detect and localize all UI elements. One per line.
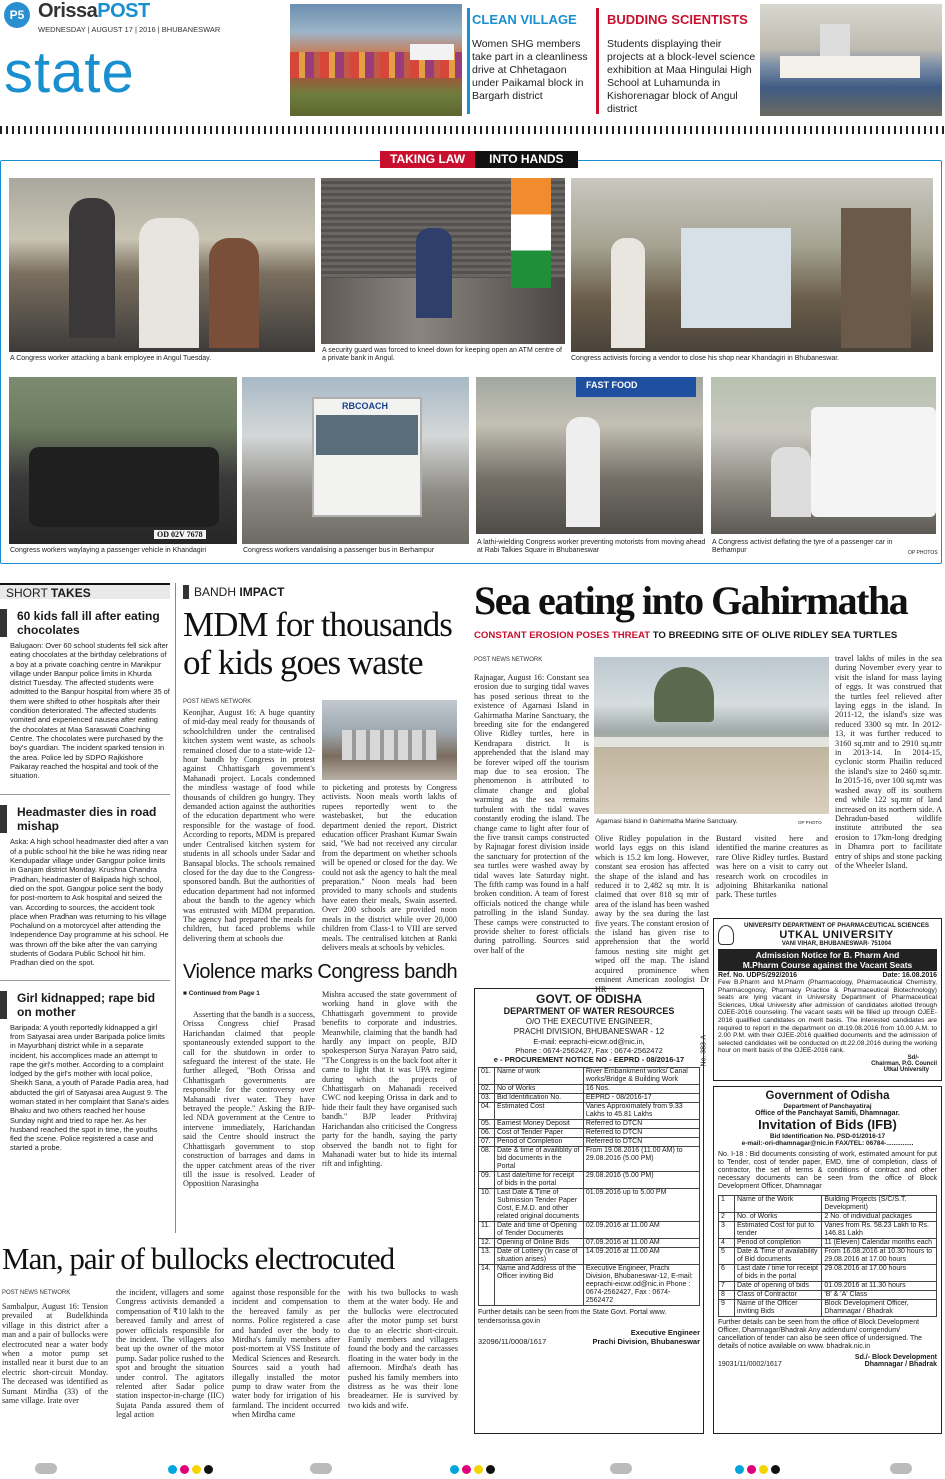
electrocuted-headline: Man, pair of bullocks electrocuted (2, 1241, 395, 1276)
gahirmatha-deck-b: TO BREEDING SITE OF OLIVE RIDLEY SEA TURTLES (652, 630, 898, 641)
ifb-table-row (719, 1265, 937, 1282)
mdm-byline: POST NEWS NETWORK (183, 699, 252, 705)
tender-table-row (479, 1103, 700, 1120)
tender-dept: DEPARTMENT OF WATER RESOURCES (503, 1006, 675, 1016)
teaser-clean-village-title: CLEAN VILLAGE (472, 12, 577, 27)
photo-feature-title (380, 151, 578, 168)
tender-table-num: 03. (479, 1094, 495, 1103)
section-rule (0, 126, 945, 134)
photo-waylaying-vehicle (9, 377, 237, 544)
science-exhibition-photo (760, 4, 942, 116)
utkal-ref: Ref. No. UDPS/292/2016 (718, 972, 797, 979)
ifb-table (718, 1195, 937, 1317)
gahirmatha-deck (474, 630, 944, 641)
dateline: WEDNESDAY | AUGUST 17 | 2016 | BHUBANESWAR (38, 25, 221, 34)
tender-table-label: Earnest Money Deposit (495, 1120, 584, 1129)
gahirmatha-headline: Sea eating into Gahirmatha (474, 578, 908, 623)
tender-table-row (479, 1085, 700, 1094)
mdm-kitchen-photo (322, 700, 457, 780)
tender-table-row (479, 1239, 700, 1248)
ifb-table-num: 8 (719, 1291, 735, 1300)
tender-table-label: Date and time of Opening of Tender Documents (495, 1222, 584, 1239)
masthead (0, 0, 945, 122)
ifb-table-num: 9 (719, 1300, 735, 1317)
tender-sign-b: Prachi Division, Bhubaneswar (592, 1337, 700, 1346)
tender-division: PRACHI DIVISION, BHUBANESWAR - 12 (513, 1027, 665, 1036)
tender-table-value: 02.09.2016 at 11.00 AM (583, 1222, 699, 1239)
ifb-table-num: 2 (719, 1213, 735, 1222)
brand-logo-b: POST (97, 0, 150, 22)
page-number-badge: P5 (4, 2, 30, 28)
ifb-table-label: Date & Time of availability of Bid documents (735, 1248, 822, 1265)
tender-table-label: Cost of Tender Paper (495, 1129, 584, 1138)
tender-notice: e - PROCUREMENT NOTICE NO - EEPRD - 08/2016-17 (493, 1055, 685, 1064)
caption-bus-vandalism: Congress workers vandalising a passenger bus in Berhampur (243, 547, 435, 554)
ifb-table-value: 2 No. of individual packages (822, 1213, 937, 1222)
tender-gov: GOVT. OF ODISHA (535, 992, 642, 1006)
brand-logo (38, 0, 150, 23)
tender-side-no: No. 383-A (701, 1035, 708, 1067)
section-title: state (4, 40, 135, 105)
tender-table-num: 04. (479, 1103, 495, 1120)
ifb-table-label: Name of the Officer inviting Bids (735, 1300, 822, 1317)
utkal-text: Few B.Pharm and M.Pharm (Pharmacology, Pharmaceutical Chemistry, Pharmacognosy, Pharmacy Practice & Pharmaceutical Biotechnology) seats are lying vacant in University Department of Pharmaceutical Sciences, Utkal University after admission of candidates allotted through OJEE-2016 counseling. The vacant seats will be filled up through OJEE-2016 qualified candidates on merit basis. The interested candidates are required to report in the department on dt.19.08.2016 from 10.00 A.M. to 2.00 P.M. with their OJEE-2016 qualified documents and the admission of selected candidates will be conducted on dt.22.08.2016 during the working hour on merit basis of the OJEE-2016 rank. (718, 979, 937, 1055)
ifb-email: e-mail:-ori-dhamnagar@nic.in FAX/TEL: 06784-............... (741, 1140, 914, 1147)
photo-bank-attack (9, 178, 315, 352)
ifb-table-row (719, 1248, 937, 1265)
tender-table-num: 10. (479, 1189, 495, 1222)
utkal-name: UTKAL UNIVERSITY (779, 929, 894, 941)
tender-footer: Further details can be seen from the State Govt. Portal www. tendersorissa.gov.in (478, 1309, 667, 1325)
utkal-sign-c: Utkal University (883, 1066, 929, 1073)
ifb-table-value: Building Projects (S/C/S.T. Development) (822, 1196, 937, 1213)
ifb-sign-a: Sd./- Block Development (854, 1354, 937, 1361)
short-take-item (0, 980, 170, 1153)
short-take-title: Headmaster dies in road mishap (0, 805, 170, 833)
ifb-table-num: 5 (719, 1248, 735, 1265)
utkal-logo (718, 925, 734, 945)
shop-sign: FAST FOOD (586, 380, 638, 390)
utkal-sign-a: Sd/- (907, 1054, 919, 1061)
ifb-table-num: 4 (719, 1239, 735, 1248)
tender-table-row (479, 1138, 700, 1147)
tender-table-label: Period of Completion (495, 1138, 584, 1147)
caption-lathi-worker: A lathi-wielding Congress worker preventing motorists from moving ahead at Rabi Talkies Square in Bhubaneswar (477, 539, 706, 554)
tender-table-label: Bid Identification No. (495, 1094, 584, 1103)
tender-table-num: 12. (479, 1239, 495, 1248)
ifb-table-num: 7 (719, 1282, 735, 1291)
ifb-table-label: Estimated Cost for put to tender (735, 1222, 822, 1239)
tender-table-value: 14.09.2016 at 11.00 AM (583, 1248, 699, 1265)
ifb-table-label: Date of opening of bids (735, 1282, 822, 1291)
tender-table-label: Opening of Online Bids (495, 1239, 584, 1248)
tender-table-row (479, 1120, 700, 1129)
ifb-table-label: Period of completion (735, 1239, 822, 1248)
photo-tyre-deflating (711, 377, 936, 534)
tender-table-row (479, 1248, 700, 1265)
tender-table-row (479, 1147, 700, 1172)
short-takes-header-b: TAKES (50, 586, 91, 600)
tender-table-value: 01.09.2016 up to 5.00 PM (583, 1189, 699, 1222)
utkal-sign-b: Chairman, P.G. Council (871, 1060, 937, 1067)
ifb-table-num: 1 (719, 1196, 735, 1213)
photo-vendor-shop (571, 178, 933, 352)
violence-headline: Violence marks Congress bandh (183, 961, 458, 983)
ifb-table-label: Class of Contractor (735, 1291, 822, 1300)
caption-atm-guard: A security guard was forced to kneel down for keeping open an ATM centre of a private bank in Angul. (322, 347, 562, 362)
photo-feature-title-a: TAKING LAW (380, 151, 475, 168)
electrocuted-column-2: the incident, villagers and some Congress activists demanded a compensation of ₹10 lakh to the bereaved family and arrest of power officials responsible for the incident. The villagers also beat up the owner of the motor pump. Sadar police rushed to the spot and brought the situation under control. The agitators relented after Sadar police station inspector-in-charge (IIC) Sujata Panda assured them of legal action (116, 1288, 224, 1420)
photo-feature-title-b: INTO HANDS (475, 151, 577, 168)
tender-table-value: River Embankment works/ Canal works/Bridge & Building Work (583, 1068, 699, 1085)
gahirmatha-byline: POST NEWS NETWORK (474, 657, 543, 663)
tender-table-row (479, 1068, 700, 1085)
ifb-table-value: Block Development Officer, Dhamnagar / Bhadrak (822, 1300, 937, 1317)
utkal-ad (713, 918, 942, 1081)
tender-table-num: 08. (479, 1147, 495, 1172)
violence-column-2: Mishra accused the state government of working hand in glove with the Chhattisgarh government to provide benefits to corporate and industries. Meanwhile, claiming that the bandh had hardly any impact on people, BJD spokesperson Surya Narayan Patro said, "The Congress is on the back foot after it came to light that it was UPA regime during which the projects of Chhattisgarh on Mahanadi received CWC nod keeping Orissa in dark and to hide their fault they have organised such bandh." BJP leader Prithviraj Harichandan also criticised the Congress party for the bandh, saying the party observed the bandh not to fight for Mahanadi water but to hide its internal rift and infighting. (322, 990, 457, 1169)
ifb-table-value: 'B' & 'A' Class (822, 1291, 937, 1300)
tender-table-row (479, 1222, 700, 1239)
tender-table-num: 13. (479, 1248, 495, 1265)
short-takes-header-a: SHORT (6, 586, 48, 600)
short-take-title: Girl kidnapped; rape bid on mother (0, 991, 170, 1019)
gahirmatha-column-1: Rajnagar, August 16: Constant sea erosion due to surging tidal waves has posed serious threat to the existence of Agarnasi Island in Gahirmatha Marine Sanctuary, the breeding site for the endangered Olive Ridley turtles, here in Kendrapara district. It is apprehended that the island may be forever wiped off the tourism map due to sea erosion. The phenomenon is attributed to climate change and global warming as the sea remains turbulent with the tidal waves constantly eroding the island. The change came to light after four of the five transit camps constructed by Rajnagar forest division inside the sanctuary for protection of the sea turtles were washed away by tidal waves late Saturday night. The fifth camp was found in a half broken condition. A team of forest officials noticed the change while patrolling in the island Sunday. These camps were constructed to provide shelter to forest officials during patrolling. Sources said over half of the (474, 673, 589, 955)
mdm-kicker-b: IMPACT (239, 585, 285, 599)
ifb-bid: Bid Identification No. PSD-01/2016-17 (769, 1133, 886, 1140)
photo-lathi-worker (476, 377, 703, 534)
tender-table-num: 05. (479, 1120, 495, 1129)
ifb-gov: Government of Odisha (765, 1090, 890, 1102)
tender-table-label: No of Works (495, 1085, 584, 1094)
tender-table-row (479, 1129, 700, 1138)
ifb-footer: Further details can be seen from the office of Block Development Officer, Dhamnagar/Bhadrak Any addendum/ corrigendum/ cancellation of tender can also be seen office of undersigned. The details of notice available on www. bhadrak.nic.in (718, 1319, 923, 1350)
ifb-table-row (719, 1300, 937, 1317)
short-take-title: 60 kids fall ill after eating chocolates (0, 609, 170, 637)
utkal-date: Date: 16.08.2016 (882, 972, 937, 979)
tender-office: O/O THE EXECUTIVE ENGINEER, (525, 1017, 653, 1026)
gahirmatha-column-2: Olive Ridley population in the world lays eggs on this island which is 15.2 km long. However, constant sea erosion has affected the shape of the island and has reduced it to 2,482 sq mtr. It is claimed that over 818 sq mtr of area of the island has been washed away by the sea during the last five years. The constant erosion of the island has given rise to apprehension that the world famous nesting site might get wiped off the map. The island acquired prominence when eminent American zoologist Dr HR (595, 834, 709, 994)
ifb-table-row (719, 1222, 937, 1239)
short-take-text: Baripada: A youth reportedly kidnapped a girl from Satyasai area under Baripada police limits in Mayurbhanj district while in a separate incident, his accomplices made an attempt to rape the girl's mother. According to a complaint lodged by the girl's mother with local police, Sheikh Sana, a youth of Parade Padia area, had abducted the girl of Satyasai area August 9. The woman stated in her complaint that Sana's aides Bhaku and two others reached her house Sunday night and tried to rape her. As her husband reached the spot in time, the youths fled the scene. Police registered a case and started a probe. (10, 1022, 169, 1153)
gahirmatha-photo-credit: OP PHOTO (798, 820, 822, 825)
mdm-headline: MDM for thousands of kids goes waste (183, 605, 452, 682)
tender-email: E-mail: eeprachi-eicwr.od@nic.in, (533, 1037, 645, 1046)
caption-vendor-shop: Congress activists forcing a vendor to close his shop near Khandagiri in Bhubaneswar. (571, 355, 840, 362)
ifb-ref: 19031/11/0002/1617 (718, 1361, 782, 1368)
ifb-table-row (719, 1291, 937, 1300)
utkal-banner-b: M.Pharm Course against the Vacant Seats (742, 960, 913, 970)
teaser-divider (467, 8, 470, 114)
tender-table-label: Date & time of availiblity of bid documents in the Portal (495, 1147, 584, 1172)
tender-table-label: Name of work (495, 1068, 584, 1085)
teaser-divider-2 (596, 8, 599, 114)
teaser-clean-village-text: Women SHG members take part in a cleanliness drive at Chhetagaon under Paikamal block in Bargarh district (472, 38, 588, 102)
ifb-table-value: 01.09.2016 at 11.30 hours (822, 1282, 937, 1291)
tender-table-label: Date of Lottery (In case of situation arises) (495, 1248, 584, 1265)
bus-sign: RBCOACH (342, 401, 388, 411)
gahirmatha-photo-caption: Agarnasi Island in Gahirmatha Marine Sanctuary. (596, 818, 738, 825)
ifb-ad (713, 1086, 942, 1434)
caption-waylaying-vehicle: Congress workers waylaying a passenger vehicle in Khandagiri (10, 547, 207, 554)
ifb-table-label: No. of Works (735, 1213, 822, 1222)
ifb-table-value: 29.08.2016 at 17.00 hours (822, 1265, 937, 1282)
mdm-kicker (183, 585, 284, 599)
mdm-column-2: to picketing and protests by Congress activists. Noon meals worth lakhs of rupees reportedly went to the wastebasket, but the education department denied the report. District education officer Prashant Kumar Swain said, "We had not received any circular from the department on whether schools will be opened or closed for the day. We could not ask the agency to halt the meal preparation." Noon meals had been provided to many schools and students have eaten their meals, Swain asserted. Over 200 schools are provided noon meals in the district while over 20,000 children from Class-1 to VIII are served meals. The centralised kitchen at Ranki delivers meals at schools by vehicles. (322, 783, 457, 952)
ifb-table-row (719, 1196, 937, 1213)
tender-table-value: Referred to DTCN (583, 1138, 699, 1147)
tender-table-value: Varies Approximately from 9.33 Lakhs to 45.81 Lakhs (583, 1103, 699, 1120)
tender-ad (474, 988, 708, 1434)
teaser-budding-scientists-text: Students displaying their projects at a block-level science exhibition at Maa Hingulai High School at Luhamunda in Kishorenagar block of Angul district (607, 38, 756, 115)
ifb-table-row (719, 1239, 937, 1248)
electrocuted-byline: POST NEWS NETWORK (2, 1290, 71, 1296)
violence-column-1: Asserting that the bandh is a success, Orissa Congress chief Prasad Harichandan claimed that people spontaneously extended support to the call for the shutdown in order to safeguard the interest of the state. He further alleged, "Both Orissa and Chhattisgarh governments are responsible for the controversy over Mahanadi river water. They have betrayed the people." Asking the BJP-led NDA government at the Centre to intervene immediately, Harichandan said the Centre should instruct the Chhattisgarh government to stop construction of barrages and dams in the upper catchment areas of the river till the issue is resolved. Leader of Opposition Narasingha (183, 1010, 315, 1189)
violence-continued-text: Continued from Page 1 (188, 990, 260, 997)
ifb-table-value: From 16.08.2016 at 10.30 hours to 29.08.2016 at 17.00 hours (822, 1248, 937, 1265)
tender-table-num: 14. (479, 1265, 495, 1306)
tender-table-row (479, 1094, 700, 1103)
caption-bank-attack: A Congress worker attacking a bank employee in Angul Tuesday. (10, 355, 212, 362)
ifb-office: Office of the Panchayat Samiti, Dhamnagar. (755, 1110, 900, 1117)
short-take-item (0, 794, 170, 967)
ifb-table-num: 3 (719, 1222, 735, 1239)
ifb-sign-b: Dhamnagar / Bhadrak (864, 1361, 937, 1368)
photo-credit: OP PHOTOS (908, 550, 938, 556)
utkal-banner-a: Admission Notice for B. Pharm And (755, 950, 900, 960)
tender-table-num: 07. (479, 1138, 495, 1147)
tender-table-value: 16 Nos. (583, 1085, 699, 1094)
tender-table-row (479, 1265, 700, 1306)
utkal-banner (718, 949, 937, 971)
ifb-table-value: 11 (Eleven) Calendar months each (822, 1239, 937, 1248)
tender-table-num: 02. (479, 1085, 495, 1094)
photo-atm-guard (321, 178, 565, 344)
tender-table-num: 11. (479, 1222, 495, 1239)
tender-table-value: Referred to DTCN (583, 1129, 699, 1138)
mdm-kicker-a: BANDH (194, 585, 237, 599)
ifb-table-label: Name of the Work (735, 1196, 822, 1213)
tender-ref: 32096/11/0008/1617 (478, 1337, 547, 1346)
gahirmatha-column-4: travel lakhs of miles in the sea during November every year to visit the island for mass laying of eggs. It was construed that the turtles feel relieved after laying eggs in the island. In 2011-12, the island's size was reduced 3300 sq mtr. In 2012-13, it was further reduced to 3160 sq.mtr and to 2910 sq.mtr in 2013-14. In 2014-15, cyclonic storm Phailin reduced the island's size to 2460 sq.mtr. In 2015-16, over 100 sq.mtr was washed away off its southern end while 122 sq.mtr of land increased on its northern side. A Dehradun-based wildlife institute attributed the sea erosion to 17km-long dredging in Dhamra port to facilitate entry of ships and stone packing of the Wheeler Island. (835, 654, 942, 870)
tender-sign-a: Executive Engineer (630, 1328, 700, 1337)
utkal-dept: UNIVERSITY DEPARTMENT OF PHARMACEUTICAL SCIENCES (744, 922, 929, 929)
clean-village-photo (290, 4, 462, 116)
tender-table-num: 01. (479, 1068, 495, 1085)
mdm-column-1: Keonjhar, August 16: A huge quantity of mid-day meal ready for thousands of schoolchildren under the centralised kitchen system went waste, as schools remained closed due to a state-wide 12-hour bandh by Congress in protest against Chhattisgarh government's Mahanadi project. Locals condemned the mindless wastage of food while thousands of children go hungry. They demanded action against the authorities of the education department who were responsible for the wastage of food. According to reports, MDM is prepared under Centralised kitchen system for students in all schools under Sadar and Bansapal blocks. The schools remained closed for the day due to the Congress-sponsored bandh. But the authorities of education department had not informed about the bandh to the agency which was entrusted with MDM preparation. The agency had prepared the meals for children, but faced problems while delivering them at schools due (183, 708, 315, 943)
ifb-table-value: Varies from Rs. 58.23 Lakh to Rs. 146.81 Lakh (822, 1222, 937, 1239)
gahirmatha-deck-a: CONSTANT EROSION POSES THREAT (474, 630, 651, 641)
tender-table-value: Executive Engineer, Prachi Division, Bhubaneswar-12, E-mail: eeprachi-eicwr.od@nic.in Phone : 0674-2562427, Fax : 0674-2562472 (583, 1265, 699, 1306)
registration-strip (0, 1460, 945, 1479)
tender-phone: Phone : 0674-2562427, Fax : 0674-2562472 (515, 1046, 663, 1055)
caption-tyre-deflating: A Congress activist deflating the tyre of a passenger car in Berhampur (712, 539, 893, 554)
tender-table-row (479, 1189, 700, 1222)
teaser-budding-scientists-title: BUDDING SCIENTISTS (607, 12, 748, 27)
column-rule (175, 583, 176, 1233)
short-take-text: Aska: A high school headmaster died after a van of a public school hit the bike he was riding near Kendupadar village under Gangpur police limits in Ganjam district Monday. Krushna Chandra Pradhan, headmaster of Balipada high school, died on the spot. Gangpur police sent the body for post-mortem to Ask hospital and seized the van. According to sources, the accident took place when Pradhan was returning to his village Pochalund on a motorcycel after attending the Independence Day programme at his school. He was thrown off the bike after the van carrying students of Godara Public School hit him. Pradhan died on the spot. (10, 837, 169, 968)
tender-table-value: From 19.08.2016 (11.00 AM) to 29.08.2016 (5.00 PM) (583, 1147, 699, 1172)
photo-bus-vandalism (242, 377, 469, 544)
plate-label: OD 02V 7678 (154, 530, 206, 539)
ifb-table-label: Last date / time for receipt of bids in the portal (735, 1265, 822, 1282)
tender-table (478, 1067, 700, 1306)
tender-table-value: 07.09.2016 at 11.00 AM (583, 1239, 699, 1248)
brand-logo-a: Orissa (38, 0, 98, 22)
electrocuted-column-4: with his two bullocks to wash them at the water body. He and the bullocks were electrocuted after the motor pump set burst due to an electric short-circuit. Family members and villagers found the body and the carcasses floating in the water body in the afternoon. Mirdha's death has pushed his family members into distress as he was their lone breadearner. He is survived by two kids and wife. (348, 1288, 458, 1410)
gahirmatha-column-3: Bustard visited here and identified the marine creatures as rare Olive Ridley turtles. Bustard was here on a visit to carry out research work on crocodiles in adjoining Bhitarkanika national park. These turtles (716, 834, 828, 900)
tender-table-value: 29.08.2016 (5.00 PM) (583, 1172, 699, 1189)
tender-table-label: Name and Address of the Officer inviting Bid (495, 1265, 584, 1306)
ifb-table-num: 6 (719, 1265, 735, 1282)
short-takes-header (0, 583, 170, 599)
tender-table-num: 09. (479, 1172, 495, 1189)
tender-table-label: Last date/time for receipt of bids in the portal (495, 1172, 584, 1189)
tender-table-label: Last Date & Time of Submission Tender Paper Cost, E.M.D. and other related original documents (495, 1189, 584, 1222)
ifb-dept: Department of Panchayatiraj (783, 1103, 872, 1110)
tender-table-value: Referred to DTCN (583, 1120, 699, 1129)
short-take-item (0, 609, 170, 780)
violence-continued: ■ Continued from Page 1 (183, 990, 260, 997)
tender-table-row (479, 1172, 700, 1189)
utkal-addr: VANI VIHAR, BHUBANESWAR- 751004 (781, 941, 892, 947)
ifb-title: Invitation of Bids (IFB) (758, 1117, 897, 1132)
ifb-table-row (719, 1213, 937, 1222)
tender-table-value: EEPRD - 08/2016-17 (583, 1094, 699, 1103)
tender-table-num: 06. (479, 1129, 495, 1138)
electrocuted-column-1: Sambalpur, August 16: Tension prevailed at Budelkhinda village in this district after a man and a pair of bullocks were electrocuted near a water body when a motor pump set installed near it burst due to an electric short-circuit Monday. The deceased was identified as Sumant Mirdha (33) of the same village. Irate over (2, 1302, 108, 1406)
electrocuted-column-3: against those responsible for the incident and compensation to the bereaved family as per norms. Police registered a case and handed over the body to Mirdha's family members after post-mortem at VSS Institute of Medical Sciences and Research. Sources said a youth had illegally installed the motor pump to draw water from the water body for irrigation of his farmland. The incident occurred when Mirdha came (232, 1288, 340, 1420)
ifb-intro: No. I-18 : Bid documents consisting of work, estimated amount for put to Tender, cost of tender paper, EMD, time of completion, class of contractor, the set of terms & conditions of contract and other necessary documents can be seen from the office of Block Development Officer, Dhamnagar (718, 1151, 937, 1190)
agarnasi-island-photo (594, 657, 829, 814)
short-take-text: Balugaon: Over 60 school students fell sick after eating chocolates at the birthday celebrations of a boy at a private coaching centre in Manikpur village under Banpur police limits in Khurda district Tuesday. The affected students were admitted to the Banpur hospital from where 35 of them were shifted to other hospitals after their condition deteriorated. The affected students vomited and experienced nausea after eating the chocolates at Maa Saraswati Coaching Centre. The chocolates were purchased by the boy's guardian. The incident sparked tension in the area. Police led by SDPO Rajkishore Paikaray reached the hospital and took of the situation. (10, 641, 170, 781)
ifb-table-row (719, 1282, 937, 1291)
tender-table-label: Estimated Cost (495, 1103, 584, 1120)
